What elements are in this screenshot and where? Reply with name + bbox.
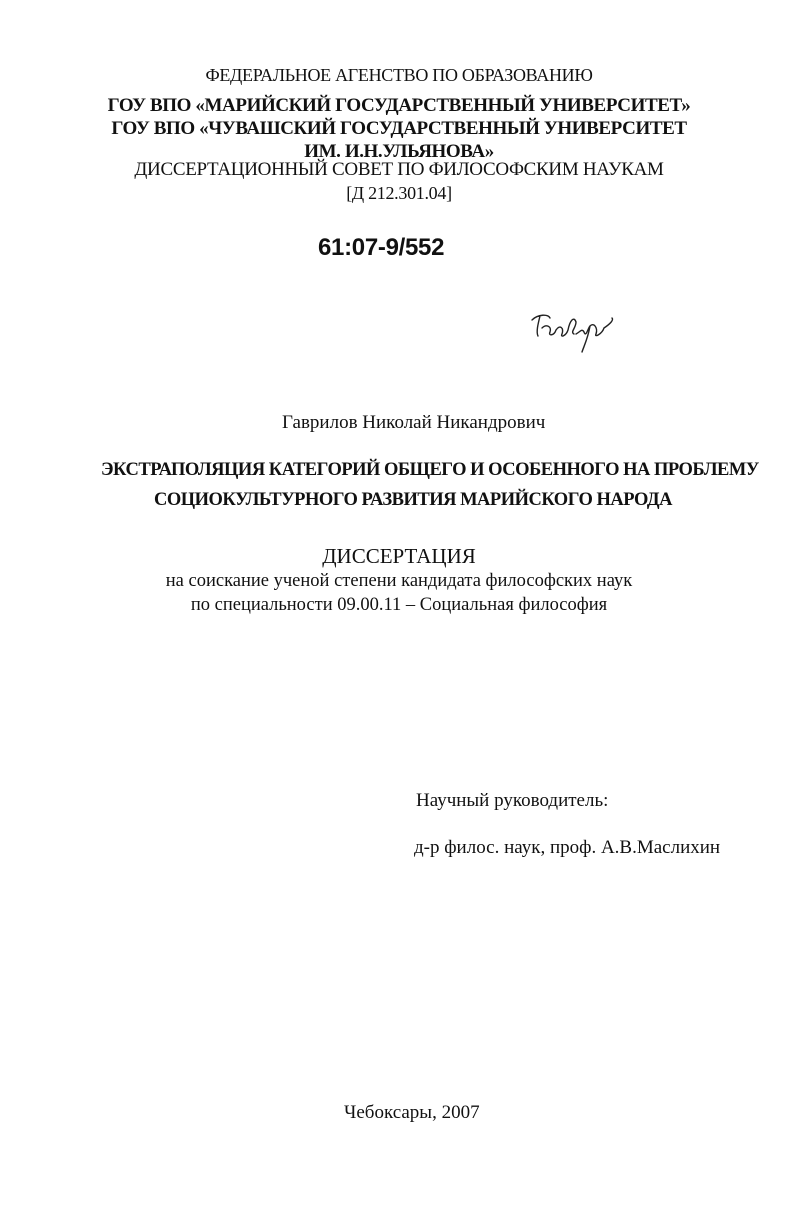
council-code-line: [Д 212.301.04] xyxy=(346,183,452,203)
council-line: ДИССЕРТАЦИОННЫЙ СОВЕТ ПО ФИЛОСОФСКИМ НАУКАМ xyxy=(134,159,664,180)
university2-name-line: ИМ. И.Н.УЛЬЯНОВА» xyxy=(304,141,494,162)
university2-line: ГОУ ВПО «ЧУВАШСКИЙ ГОСУДАРСТВЕННЫЙ УНИВЕРСИТЕТ xyxy=(111,118,687,139)
dissertation-label: ДИССЕРТАЦИЯ xyxy=(322,544,476,568)
supervisor-name: д-р филос. наук, проф. А.В.Маслихин xyxy=(414,837,721,858)
author-name: Гаврилов Николай Никандрович xyxy=(282,412,546,433)
specialty-line: по специальности 09.00.11 – Социальная философия xyxy=(190,595,608,615)
handwritten-signature xyxy=(526,306,618,356)
title-line-1: ЭКСТРАПОЛЯЦИЯ КАТЕГОРИЙ ОБЩЕГО И ОСОБЕННОГО НА ПРОБЛЕМУ xyxy=(101,460,759,480)
title-line-2: СОЦИОКУЛЬТУРНОГО РАЗВИТИЯ МАРИЙСКОГО НАРОДА xyxy=(154,490,673,510)
university1-line: ГОУ ВПО «МАРИЙСКИЙ ГОСУДАРСТВЕННЫЙ УНИВЕРСИТЕТ» xyxy=(107,95,691,116)
degree-line: на соискание ученой степени кандидата философских наук xyxy=(165,571,633,591)
catalog-code: 61:07-9/552 xyxy=(318,234,445,261)
agency-line: ФЕДЕРАЛЬНОЕ АГЕНСТВО ПО ОБРАЗОВАНИЮ xyxy=(205,65,593,85)
place-year: Чебоксары, 2007 xyxy=(344,1102,480,1123)
supervisor-label: Научный руководитель: xyxy=(416,790,609,811)
